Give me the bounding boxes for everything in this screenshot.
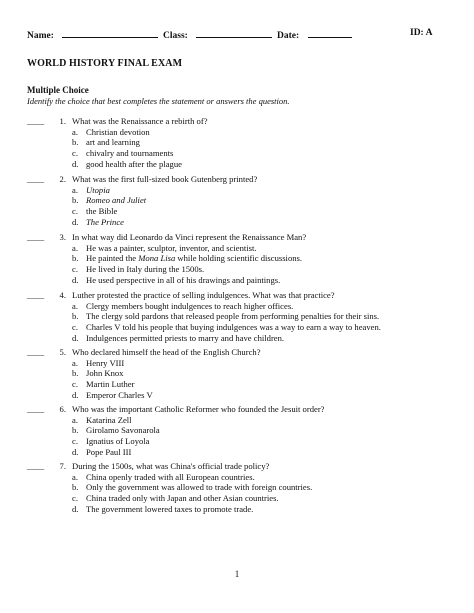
class-label: Class: (163, 31, 188, 41)
answer-option[interactable] (27, 206, 447, 217)
answer-option[interactable] (27, 195, 447, 206)
date-label: Date: (277, 31, 300, 41)
option-text-plain: He used perspective in all of his drawings and paintings. (86, 274, 281, 285)
option-letter: c. (72, 264, 78, 275)
option-text (86, 253, 302, 264)
option-letter: d. (72, 503, 79, 514)
option-text-plain: Only the government was allowed to trade with foreign countries. (86, 482, 313, 493)
name-field-group (27, 28, 158, 41)
question-number: 3. (59, 232, 66, 242)
answer-option[interactable] (27, 264, 447, 275)
question-7 (27, 461, 447, 514)
answer-option[interactable] (27, 159, 447, 170)
page-number: 1 (234, 569, 240, 579)
question-number: 6. (59, 404, 66, 414)
question-text: What was the Renaissance a rebirth of? (72, 116, 208, 126)
section-instructions: Identify the choice that best completes the statement or answers the question. (27, 96, 290, 106)
question-text: Who declared himself the head of the English Church? (72, 347, 261, 357)
option-text-plain: Katarina Zell (86, 414, 132, 425)
option-letter: b. (72, 482, 79, 493)
answer-option[interactable] (27, 243, 447, 254)
option-text-plain: He painted the (86, 253, 139, 264)
option-text (86, 206, 117, 217)
answer-option[interactable] (27, 127, 447, 138)
option-text-plain: the Bible (86, 206, 118, 217)
answer-option[interactable] (27, 301, 447, 312)
answer-blank[interactable]: ____ (27, 232, 45, 242)
option-letter: a. (72, 184, 78, 195)
option-letter: d. (72, 274, 79, 285)
option-text-plain: Emperor Charles V (86, 389, 153, 400)
option-text-plain: The clergy sold pardons that released people from performing penalties for their sins. (86, 311, 380, 322)
option-letter: b. (72, 253, 79, 264)
answer-option[interactable] (27, 137, 447, 148)
option-text-plain: China traded only with Japan and other Asian countries. (86, 493, 279, 504)
question-6 (27, 404, 447, 457)
question-stem (27, 461, 447, 472)
option-text-plain: Girolamo Savonarola (86, 425, 160, 436)
option-letter: c. (72, 493, 78, 504)
option-letter: d. (72, 216, 79, 227)
question-number: 4. (59, 290, 66, 300)
question-stem (27, 290, 447, 301)
answer-option[interactable] (27, 415, 447, 426)
name-label: Name: (27, 31, 54, 41)
option-text (86, 148, 173, 159)
option-text-italic: The Prince (86, 216, 124, 227)
question-5 (27, 347, 447, 400)
question-stem (27, 347, 447, 358)
option-text-tail: while holding scientific discussions. (175, 253, 303, 264)
option-text (86, 379, 134, 390)
answer-option[interactable] (27, 482, 447, 493)
answer-blank[interactable]: ____ (27, 174, 45, 184)
date-field-group (277, 28, 352, 41)
option-text (86, 195, 146, 206)
option-text-plain: chivalry and tournaments (86, 148, 174, 159)
option-text (86, 390, 153, 401)
option-letter: d. (72, 389, 79, 400)
option-text (86, 243, 257, 254)
option-text (86, 482, 312, 493)
option-text (86, 504, 253, 515)
answer-option[interactable] (27, 368, 447, 379)
question-3 (27, 232, 447, 285)
question-number: 5. (59, 347, 66, 357)
exam-id: ID: A (410, 28, 433, 38)
answer-option[interactable] (27, 333, 447, 344)
option-text-plain: Charles V told his people that buying indulgences was a way to earn a way to heaven. (86, 322, 381, 333)
option-letter: c. (72, 322, 78, 333)
question-stem (27, 232, 447, 243)
option-text (86, 447, 131, 458)
question-number: 7. (59, 461, 66, 471)
answer-option[interactable] (27, 148, 447, 159)
question-stem (27, 404, 447, 415)
option-text-plain: Christian devotion (86, 126, 150, 137)
option-letter: a. (72, 126, 78, 137)
option-text-italic: Romeo and Juliet (86, 195, 147, 206)
option-letter: b. (72, 311, 79, 322)
answer-option[interactable] (27, 217, 447, 228)
answer-option[interactable] (27, 436, 447, 447)
question-number: 2. (59, 174, 66, 184)
option-text (86, 159, 182, 170)
option-text-plain: Henry VIII (86, 357, 125, 368)
option-letter: a. (72, 471, 78, 482)
answer-option[interactable] (27, 379, 447, 390)
option-text (86, 415, 132, 426)
answer-blank[interactable]: ____ (27, 461, 45, 471)
option-letter: a. (72, 357, 78, 368)
option-letter: d. (72, 332, 79, 343)
class-field-group (163, 28, 272, 41)
question-stem (27, 174, 447, 185)
answer-blank[interactable]: ____ (27, 290, 45, 300)
answer-option[interactable] (27, 185, 447, 196)
question-1 (27, 116, 447, 169)
answer-option[interactable] (27, 493, 447, 504)
answer-option[interactable] (27, 425, 447, 436)
option-letter: c. (72, 148, 78, 159)
option-text (86, 311, 379, 322)
answer-option[interactable] (27, 311, 447, 322)
option-text (86, 264, 204, 275)
answer-option[interactable] (27, 275, 447, 286)
option-letter: a. (72, 300, 78, 311)
answer-option[interactable] (27, 358, 447, 369)
answer-blank[interactable]: ____ (27, 347, 45, 357)
option-text (86, 436, 149, 447)
question-text: What was the first full-sized book Gutenberg printed? (72, 174, 258, 184)
option-text (86, 275, 280, 286)
answer-blank[interactable]: ____ (27, 116, 45, 126)
question-text: Who was the important Catholic Reformer who founded the Jesuit order? (72, 404, 325, 414)
option-text (86, 322, 381, 333)
option-text-italic: Utopia (86, 184, 110, 195)
name-blank[interactable] (62, 28, 158, 38)
option-text-plain: He lived in Italy during the 1500s. (86, 264, 205, 275)
option-text (86, 472, 255, 483)
answer-option[interactable] (27, 253, 447, 264)
exam-title: WORLD HISTORY FINAL EXAM (27, 58, 183, 69)
answer-blank[interactable]: ____ (27, 404, 45, 414)
answer-option[interactable] (27, 322, 447, 333)
option-text-plain: Clergy members bought indulgences to reach higher offices. (86, 300, 294, 311)
option-text (86, 127, 150, 138)
question-text: During the 1500s, what was China's official trade policy? (72, 461, 270, 471)
question-4 (27, 290, 447, 343)
option-text (86, 358, 124, 369)
answer-option[interactable] (27, 472, 447, 483)
question-stem (27, 116, 447, 127)
section-heading: Multiple Choice (27, 85, 89, 95)
option-text (86, 493, 279, 504)
option-letter: a. (72, 242, 78, 253)
option-text-plain: Martin Luther (86, 379, 135, 390)
date-blank[interactable] (308, 28, 352, 38)
option-letter: c. (72, 206, 78, 217)
option-letter: a. (72, 414, 78, 425)
option-text (86, 425, 160, 436)
student-info-header (27, 28, 447, 42)
option-text (86, 185, 110, 196)
option-letter: b. (72, 137, 79, 148)
option-text-plain: He was a painter, sculptor, inventor, and scientist. (86, 242, 257, 253)
option-text (86, 301, 293, 312)
option-letter: b. (72, 368, 79, 379)
option-text (86, 137, 140, 148)
option-letter: d. (72, 446, 79, 457)
question-text: In what way did Leonardo da Vinci represent the Renaissance Man? (72, 232, 307, 242)
option-text-plain: China openly traded with all European countries. (86, 471, 255, 482)
question-2 (27, 174, 447, 227)
option-text (86, 217, 124, 228)
option-text-italic: Mona Lisa (138, 253, 176, 264)
question-number: 1. (59, 116, 66, 126)
option-text-plain: Ignatius of Loyola (86, 436, 150, 447)
option-letter: b. (72, 425, 79, 436)
option-letter: b. (72, 195, 79, 206)
option-text-plain: Pope Paul III (86, 446, 132, 457)
option-text-plain: good health after the plague (86, 158, 182, 169)
option-letter: c. (72, 436, 78, 447)
option-text (86, 368, 123, 379)
answer-option[interactable] (27, 390, 447, 401)
option-letter: d. (72, 158, 79, 169)
option-text-plain: John Knox (86, 368, 124, 379)
option-letter: c. (72, 379, 78, 390)
class-blank[interactable] (196, 28, 272, 38)
answer-option[interactable] (27, 504, 447, 515)
option-text (86, 333, 284, 344)
option-text-plain: Indulgences permitted priests to marry and have children. (86, 332, 285, 343)
answer-option[interactable] (27, 447, 447, 458)
option-text-plain: art and learning (86, 137, 140, 148)
option-text-plain: The government lowered taxes to promote trade. (86, 503, 254, 514)
question-text: Luther protested the practice of selling indulgences. What was that practice? (72, 290, 335, 300)
